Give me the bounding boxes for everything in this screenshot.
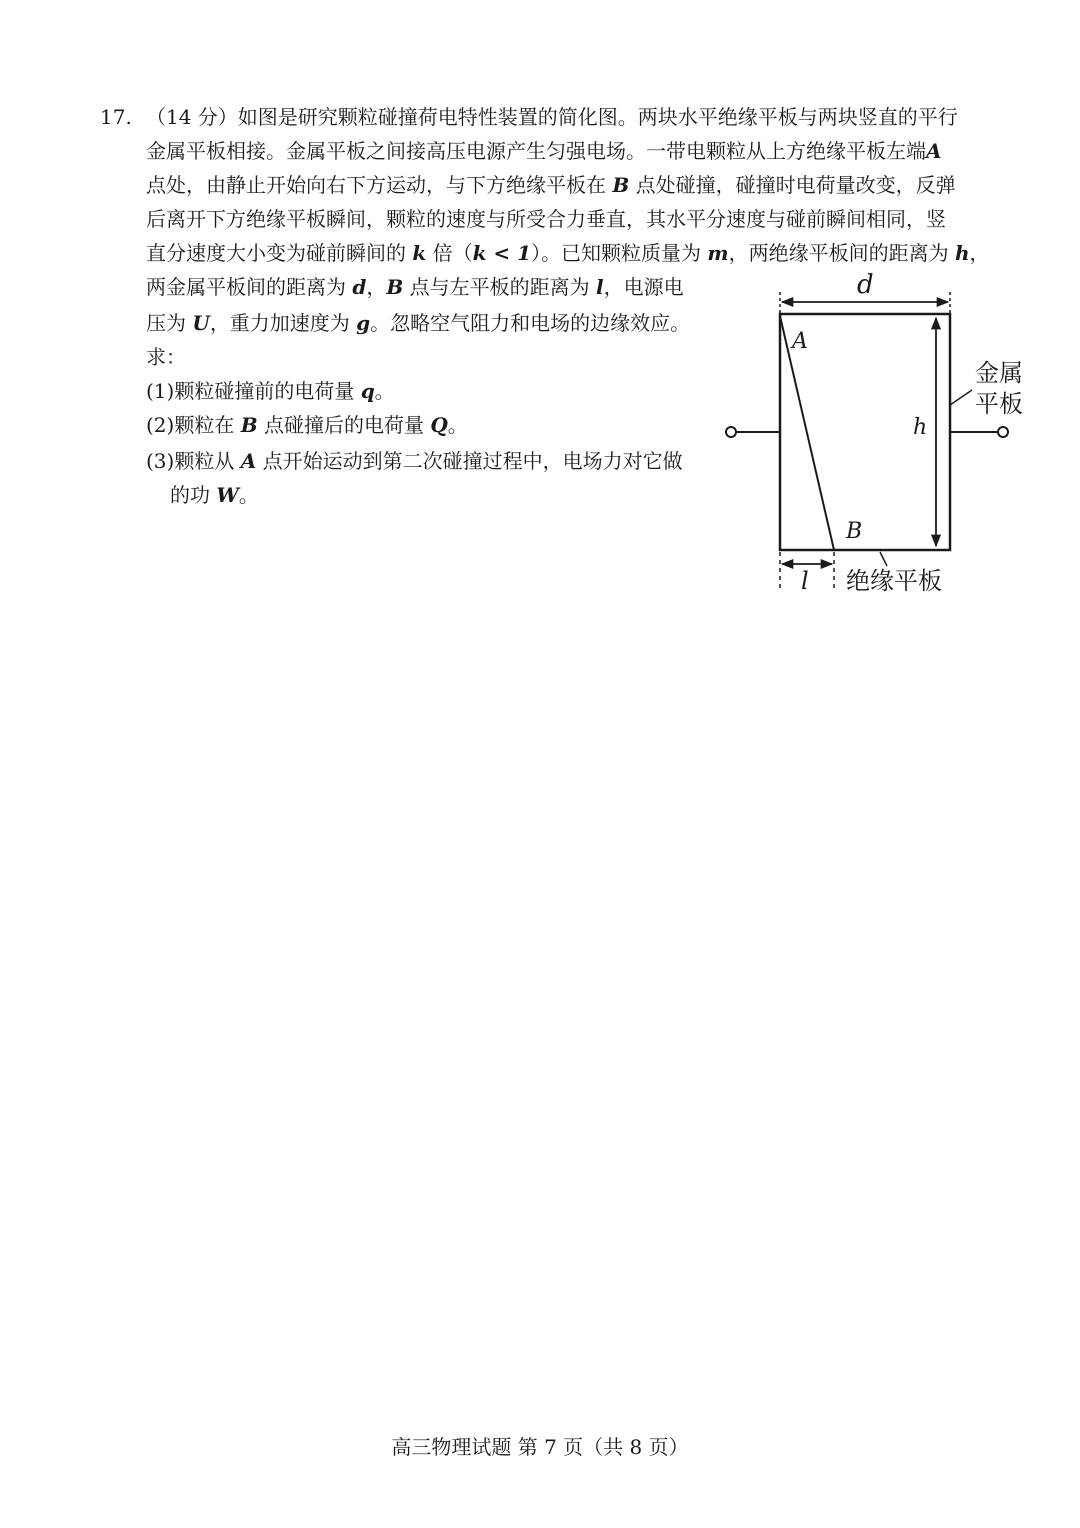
sub-question-3: (3)颗粒从 A 点开始运动到第二次碰撞过程中，电场力对它做	[146, 449, 683, 473]
label-insulating-plate: 绝缘平板	[846, 567, 942, 595]
question-line-6: 两金属平板间的距离为 d，B 点与左平板的距离为 l，电源电	[146, 275, 684, 299]
label-metal-plate-1: 金属	[975, 359, 1023, 387]
sub-question-2: (2)颗粒在 B 点碰撞后的电荷量 Q。	[146, 413, 468, 437]
terminal-right	[998, 427, 1008, 437]
label-h: h	[913, 415, 928, 440]
sub-question-3-cont: 的功 W。	[170, 483, 259, 507]
sub-question-1: (1)颗粒碰撞前的电荷量 q。	[146, 379, 395, 403]
question-line-7: 压为 U，重力加速度为 g。忽略空气阻力和电场的边缘效应。	[146, 311, 691, 335]
label-d: d	[857, 270, 874, 300]
metal-plate-leader	[950, 390, 972, 405]
question-line-1: （14 分）如图是研究颗粒碰撞荷电特性装置的简化图。两块水平绝缘平板与两块竖直的平行	[146, 105, 958, 129]
question-line-8: 求：	[146, 345, 186, 369]
label-B: B	[846, 519, 863, 544]
page-footer: 高三物理试题 第 7 页（共 8 页）	[391, 1435, 689, 1459]
label-A: A	[792, 329, 808, 354]
label-metal-plate-2: 平板	[975, 390, 1023, 418]
question-number: 17.	[100, 105, 132, 129]
question-line-3: 点处，由静止开始向右下方运动，与下方绝缘平板在 B 点处碰撞，碰撞时电荷量改变，反弹	[146, 173, 956, 197]
apparatus-diagram	[700, 255, 1060, 615]
question-line-5: 直分速度大小变为碰前瞬间的 k 倍（k < 1）。已知颗粒质量为 m，两绝缘平板间的距离为 h，	[146, 241, 990, 265]
question-line-2: 金属平板相接。金属平板之间接高压电源产生匀强电场。一带电颗粒从上方绝缘平板左端A	[146, 139, 942, 163]
terminal-left	[726, 427, 736, 437]
insulating-plate-leader	[880, 552, 887, 566]
question-line-4: 后离开下方绝缘平板瞬间，颗粒的速度与所受合力垂直，其水平分速度与碰前瞬间相同，竖	[146, 207, 946, 231]
label-l: l	[801, 567, 809, 595]
